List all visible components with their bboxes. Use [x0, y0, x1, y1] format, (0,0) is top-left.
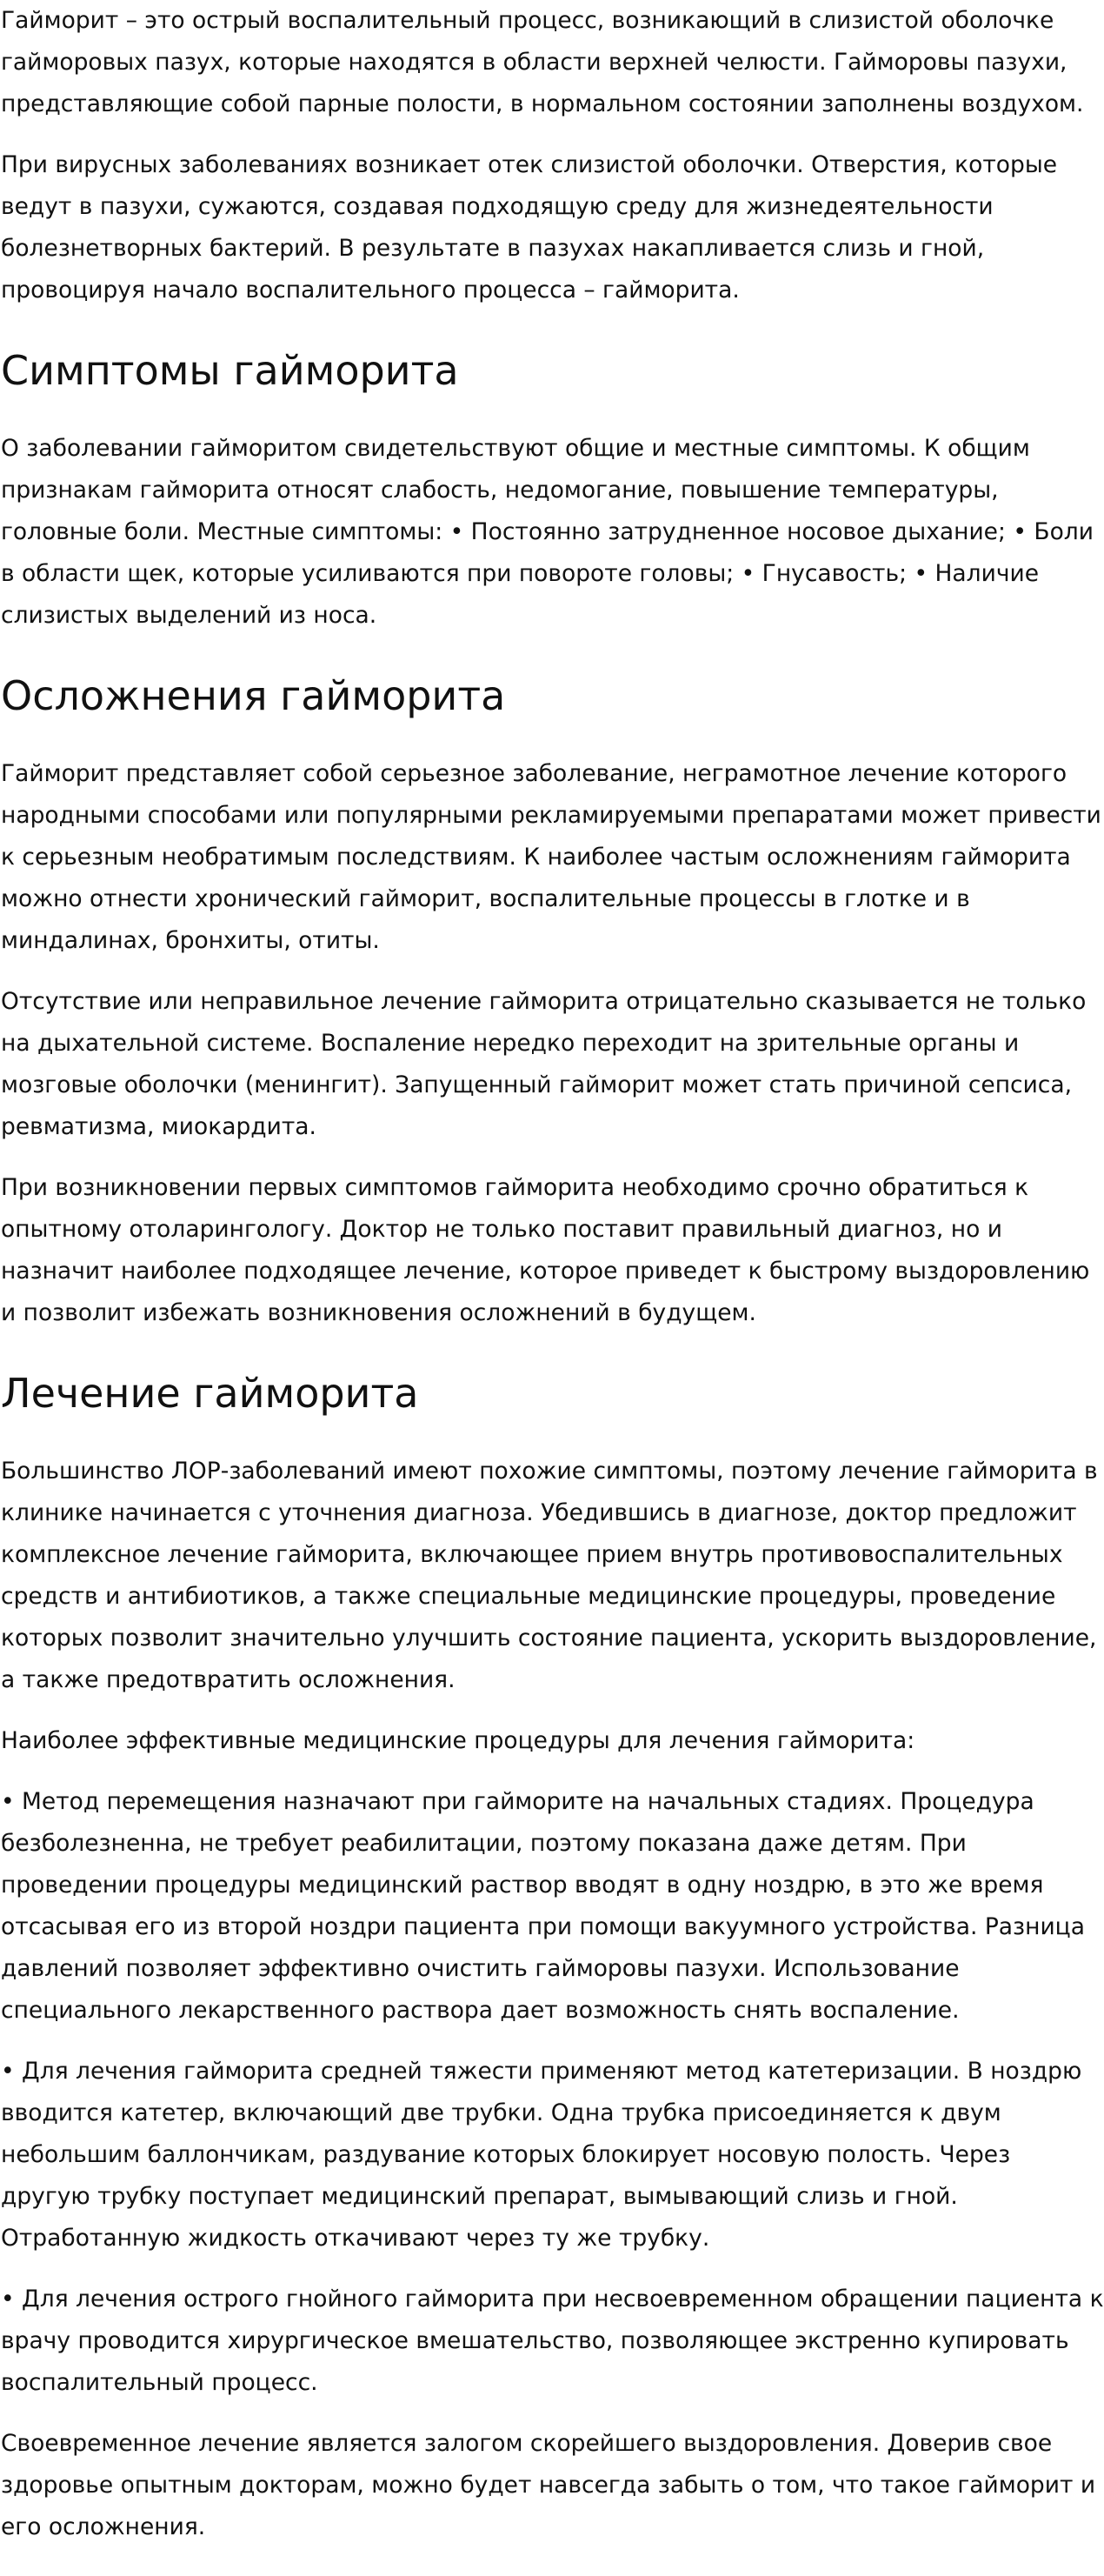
intro-paragraph: Гайморит – это острый воспалительный процесс, возникающий в слизистой оболочке гайморовых пазух, которые находятся в области верхней челюсти. Гайморовы пазухи, представляющие собой парные полости, в нормальном состоянии заполнены воздухом. [1, 7, 1084, 117]
section-heading-complications: Осложнения гайморита [1, 672, 506, 719]
treatment-bullet-paragraph: • Метод перемещения назначают при гайморите на начальных стадиях. Процедура безболезненна, не требует реабилитации, поэтому показана даже детям. При проведении процедуры медицинский раствор вводят в одну ноздрю, в это же время отсасывая его из второй ноздри пациента при помощи вакуумного устройства. Разница давлений позволяет эффективно очистить гайморовы пазухи. Использование специального лекарственного раствора дает возможность снять воспаление. [1, 1788, 1085, 2024]
treatment-paragraph: Большинство ЛОР-заболеваний имеют похожие симптомы, поэтому лечение гайморита в клинике начинается с уточнения диагноза. Убедившись в диагнозе, доктор предложит комплексное лечение гайморита, включающее прием внутрь противовоспалительных средств и антибиотиков, а также специальные медицинские процедуры, проведение которых позволит значительно улучшить состояние пациента, ускорить выздоровление, а также предотвратить осложнения. [1, 1458, 1098, 1693]
treatment-paragraph: Наиболее эффективные медицинские процедуры для лечения гайморита: [1, 1727, 915, 1754]
complications-paragraph: Гайморит представляет собой серьезное заболевание, неграмотное лечение которого народными способами или популярными рекламируемыми препаратами может привести к серьезным необратимым последствиям. К наиболее частым осложнениям гайморита можно отнести хронический гайморит, воспалительные процессы в глотке и в миндалинах, бронхиты, отиты. [1, 760, 1101, 954]
section-heading-treatment: Лечение гайморита [1, 1370, 419, 1417]
complications-paragraph: Отсутствие или неправильное лечение гайморита отрицательно сказывается не только на дыхательной системе. Воспаление нередко переходит на зрительные органы и мозговые оболочки (менингит). Запущенный гайморит может стать причиной сепсиса, ревматизма, миокардита. [1, 988, 1087, 1140]
treatment-paragraph: Своевременное лечение является залогом скорейшего выздоровления. Доверив свое здоровье опытным докторам, можно будет навсегда забыть о том, что такое гайморит и его осложнения. [1, 2430, 1096, 2540]
treatment-bullet-paragraph: • Для лечения гайморита средней тяжести применяют метод катетеризации. В ноздрю вводится катетер, включающий две трубки. Одна трубка присоединяется к двум небольшим баллончикам, раздувание которых блокирует носовую полость. Через другую трубку поступает медицинский препарат, вымывающий слизь и гной. Отработанную жидкость откачивают через ту же трубку. [1, 2058, 1082, 2252]
intro-paragraph: При вирусных заболеваниях возникает отек слизистой оболочки. Отверстия, которые ведут в пазухи, сужаются, создавая подходящую среду для жизнедеятельности болезнетворных бактерий. В результате в пазухах накапливается слизь и гной, провоцируя начало воспалительного процесса – гайморита. [1, 151, 1058, 304]
complications-paragraph: При возникновении первых симптомов гайморита необходимо срочно обратиться к опытному отоларингологу. Доктор не только поставит правильный диагноз, но и назначит наиболее подходящее лечение, которое приведет к быстрому выздоровлению и позволит избежать возникновения осложнений в будущем. [1, 1174, 1090, 1326]
symptoms-paragraph: О заболевании гайморитом свидетельствуют общие и местные симптомы. К общим признакам гайморита относят слабость, недомогание, повышение температуры, головные боли. Местные симптомы: • Постоянно затрудненное носовое дыхание; • Боли в области щек, которые усиливаются при повороте головы; • Гнусавость; • Наличие слизистых выделений из носа. [1, 435, 1094, 629]
treatment-bullet-paragraph: • Для лечения острого гнойного гайморита при несвоевременном обращении пациента к врачу проводится хирургическое вмешательство, позволяющее экстренно купировать воспалительный процесс. [1, 2286, 1104, 2396]
section-heading-symptoms: Симптомы гайморита [1, 347, 459, 394]
